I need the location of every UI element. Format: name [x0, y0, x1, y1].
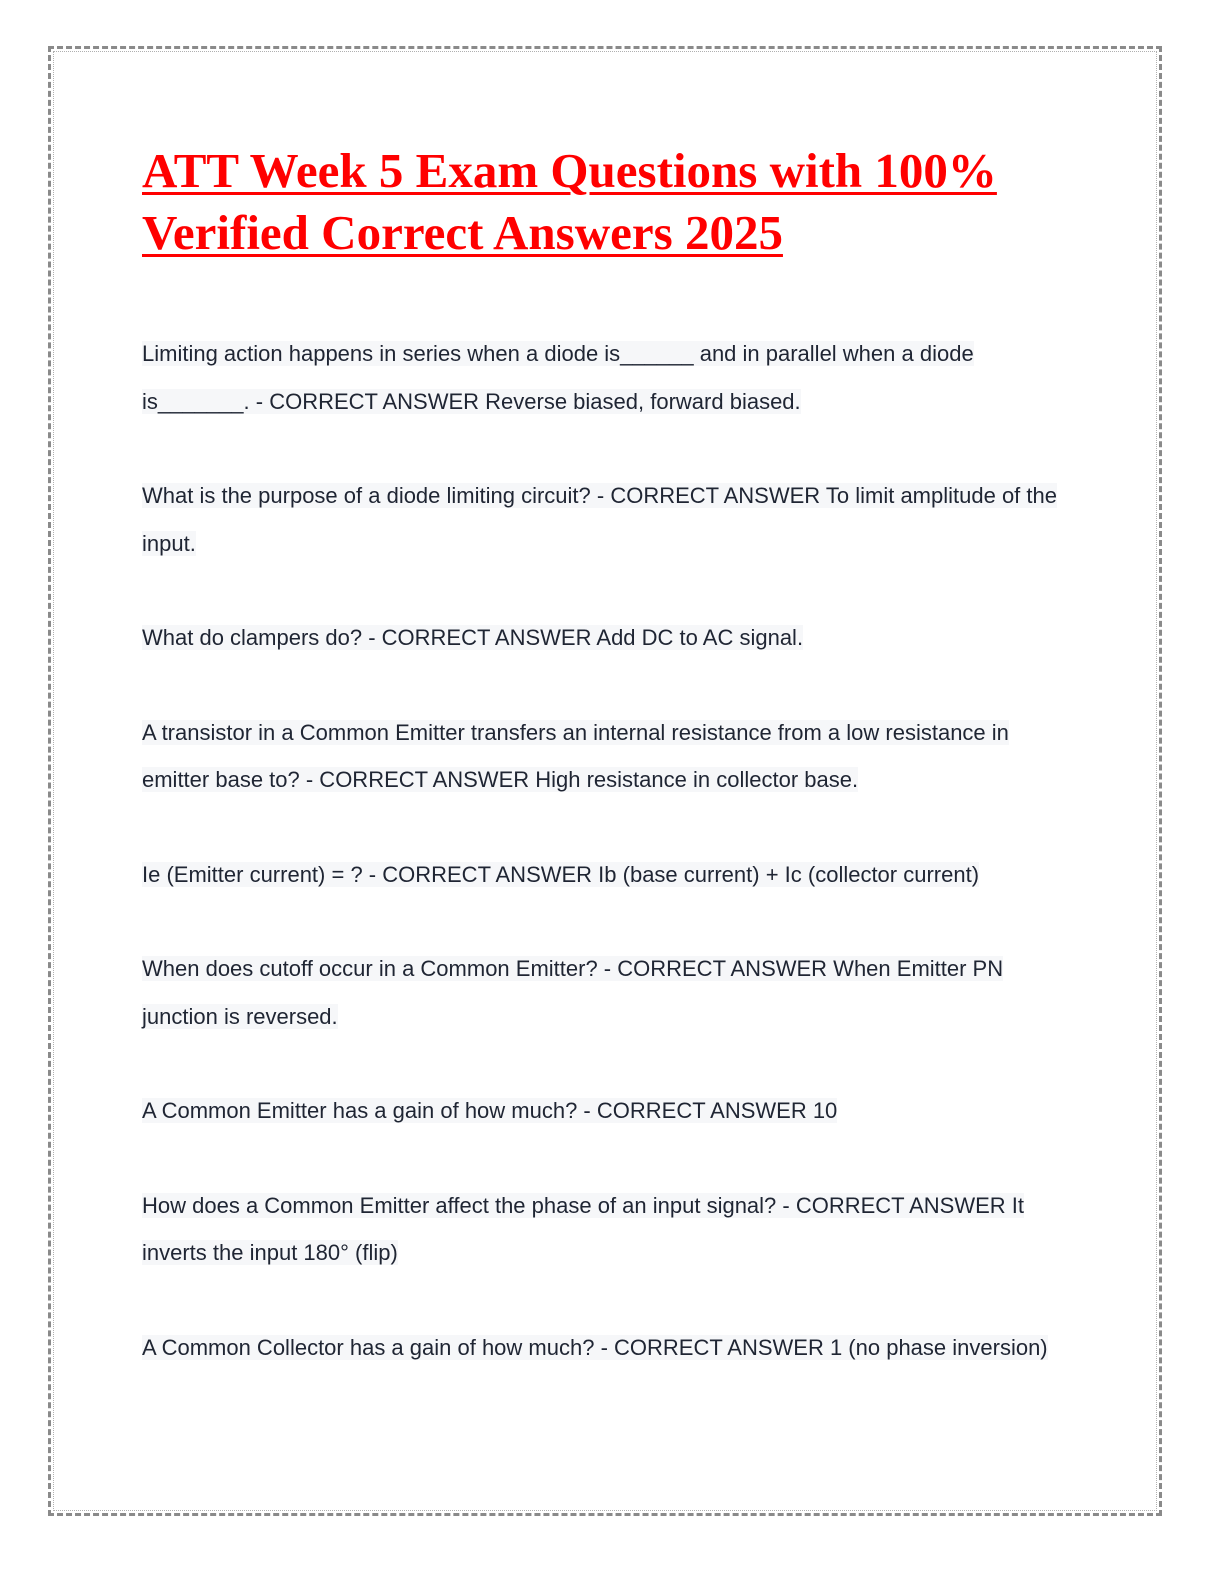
- qa-list: [142, 330, 1082, 1371]
- qa-item: A Common Collector has a gain of how much? - CORRECT ANSWER 1 (no phase inversion): [142, 1334, 1048, 1360]
- document-title: ATT Week 5 Exam Questions with 100% Verified Correct Answers 2025: [142, 143, 997, 260]
- qa-item: What is the purpose of a diode limiting circuit? - CORRECT ANSWER To limit amplitude of the input.: [142, 483, 1057, 556]
- qa-item: Ie (Emitter current) = ? - CORRECT ANSWER Ib (base current) + Ic (collector current): [142, 861, 980, 887]
- qa-item: Limiting action happens in series when a diode is______ and in parallel when a diode is_______. - CORRECT ANSWER Reverse biased, forward biased.: [142, 341, 974, 414]
- qa-item: When does cutoff occur in a Common Emitter? - CORRECT ANSWER When Emitter PN junction is reversed.: [142, 956, 1004, 1029]
- qa-item: What do clampers do? - CORRECT ANSWER Add DC to AC signal.: [142, 625, 804, 650]
- qa-item: A transistor in a Common Emitter transfers an internal resistance from a low resistance in emitter base to? - CORRECT ANSWER High resistance in collector base.: [142, 719, 1009, 792]
- qa-item: How does a Common Emitter affect the phase of an input signal? - CORRECT ANSWER It inverts the input 180° (flip): [142, 1192, 1025, 1265]
- qa-item: A Common Emitter has a gain of how much? - CORRECT ANSWER 10: [142, 1098, 838, 1123]
